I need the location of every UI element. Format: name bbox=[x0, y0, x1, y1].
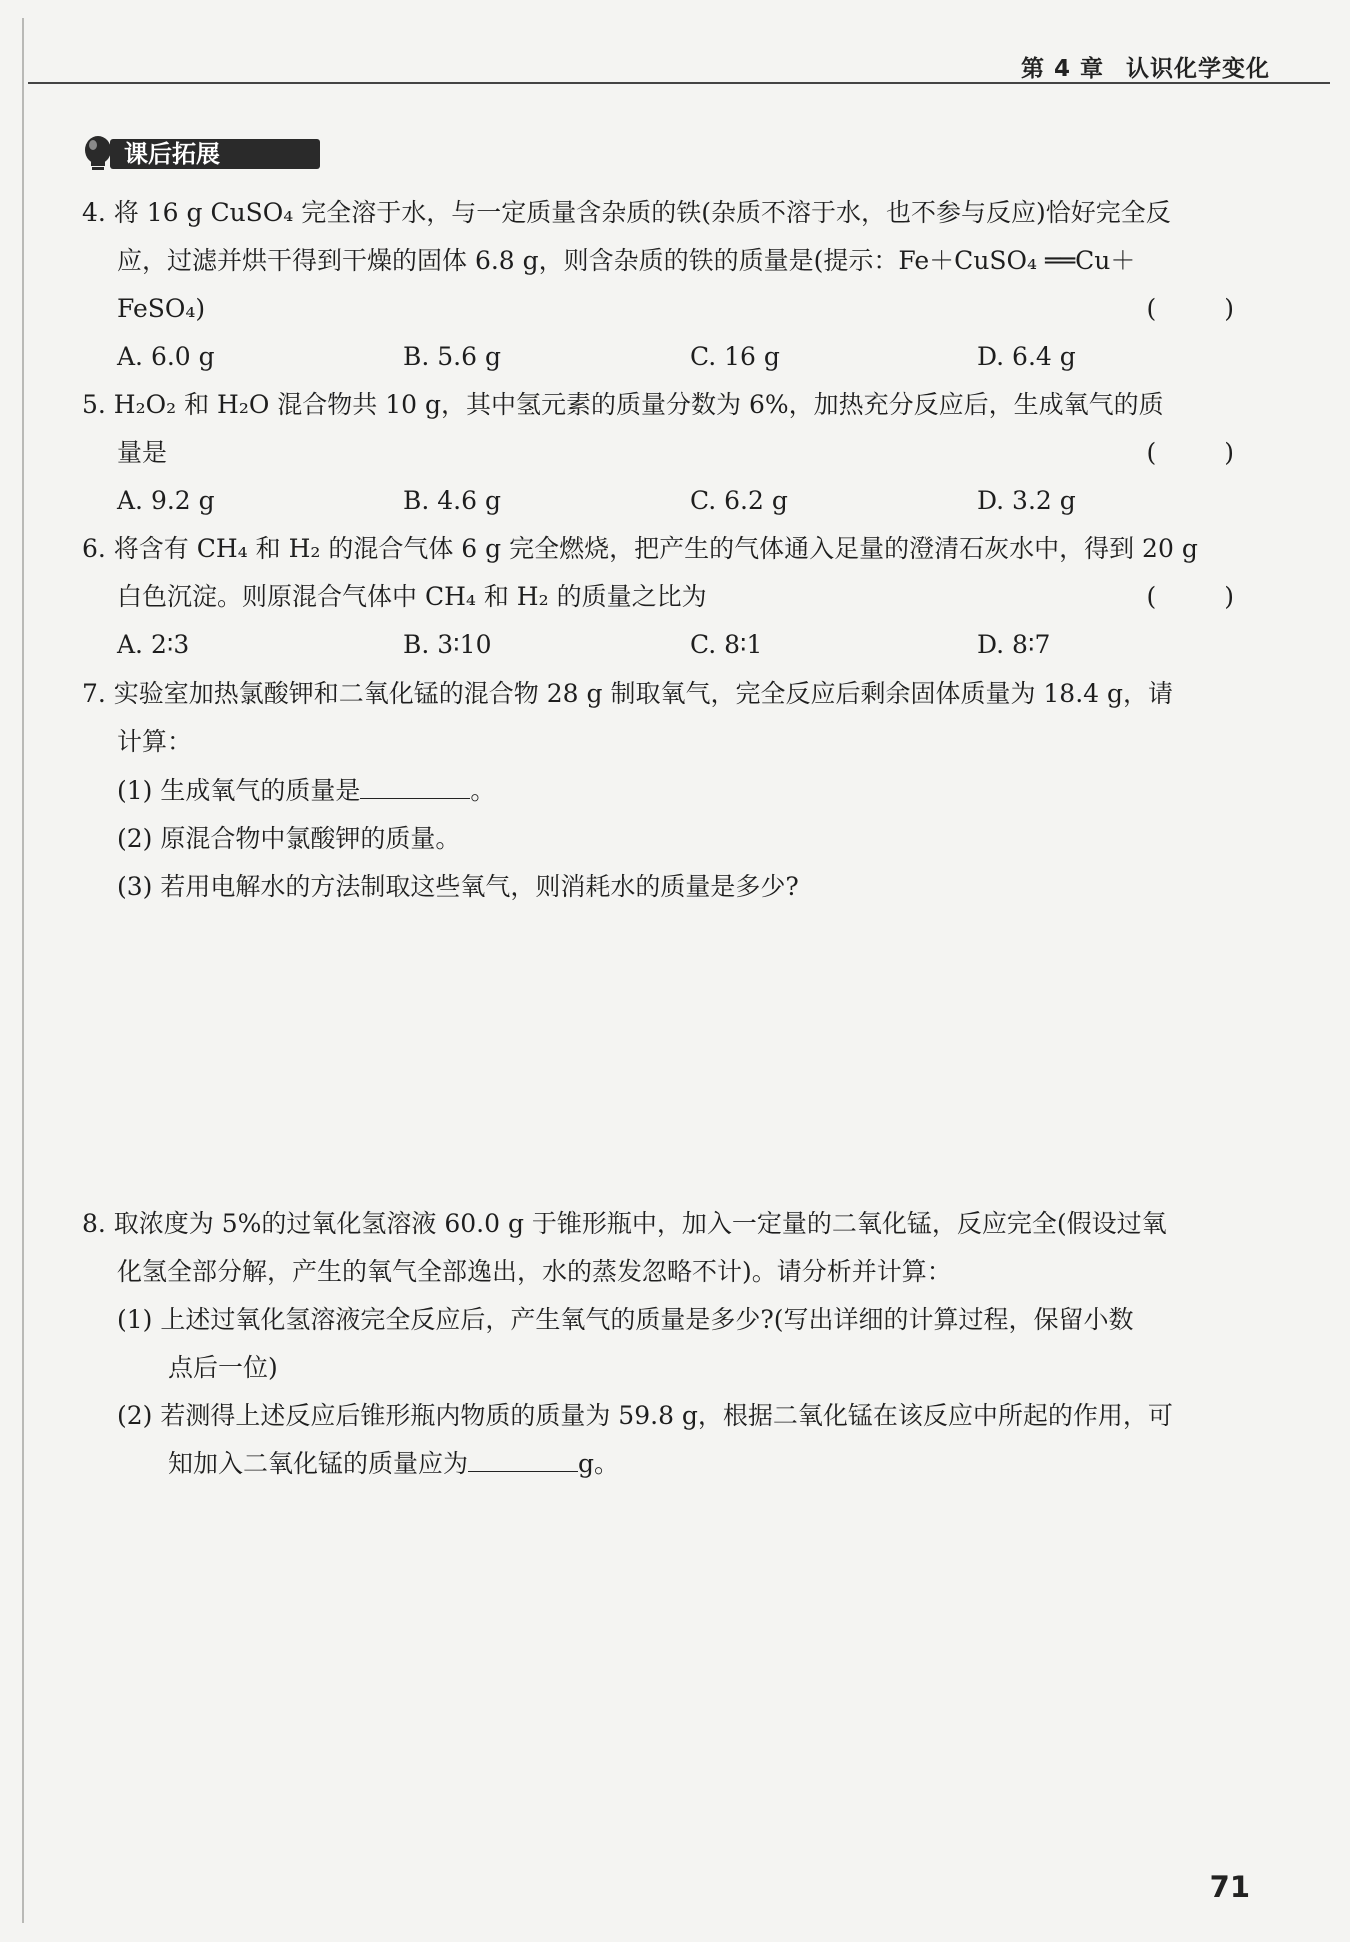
q5-line-2: 量是 bbox=[117, 438, 168, 467]
q6-line-2: 白色沉淀。则原混合气体中 CH₄ 和 H₂ 的质量之比为 bbox=[117, 582, 707, 611]
q6-option-b: B. 3∶10 bbox=[403, 630, 492, 659]
q6-option-c: C. 8∶1 bbox=[690, 630, 763, 659]
chapter-topic: 认识化学变化 bbox=[1126, 56, 1270, 82]
q4-option-d: D. 6.4 g bbox=[977, 342, 1076, 371]
q7-sub-3: (3) 若用电解水的方法制取这些氧气，则消耗水的质量是多少? bbox=[117, 872, 799, 901]
q5-option-a: A. 9.2 g bbox=[117, 486, 215, 515]
header-rule bbox=[28, 82, 1330, 84]
page-edge bbox=[22, 18, 24, 1923]
page-number: 71 bbox=[1209, 1870, 1250, 1904]
q7-sub-1 bbox=[117, 773, 495, 809]
q8-line-2: 化氢全部分解，产生的氧气全部逸出，水的蒸发忽略不计)。请分析并计算： bbox=[117, 1257, 952, 1286]
q6-answer-bracket: ( ) bbox=[1146, 582, 1264, 611]
q6-line-1: 6. 将含有 CH₄ 和 H₂ 的混合气体 6 g 完全燃烧，把产生的气体通入足量的澄清石灰水中，得到 20 g bbox=[82, 534, 1198, 563]
q7-sub-2: (2) 原混合物中氯酸钾的质量。 bbox=[117, 824, 461, 853]
q8-sub-1-line-2: 点后一位) bbox=[168, 1353, 278, 1382]
q8-answer-blank[interactable] bbox=[468, 1449, 578, 1472]
q5-option-d: D. 3.2 g bbox=[977, 486, 1076, 515]
q7-sub-1-end: 。 bbox=[470, 776, 496, 805]
q6-option-a: A. 2∶3 bbox=[117, 630, 190, 659]
q6-option-d: D. 8∶7 bbox=[977, 630, 1051, 659]
running-header bbox=[1021, 50, 1270, 83]
q7-answer-blank[interactable] bbox=[360, 776, 470, 799]
q8-sub-2-text: 知加入二氧化锰的质量应为 bbox=[168, 1449, 469, 1478]
q5-answer-bracket: ( ) bbox=[1146, 438, 1264, 467]
chapter-number: 第 4 章 bbox=[1020, 56, 1104, 82]
q7-sub-1-text: (1) 生成氧气的质量是 bbox=[117, 776, 361, 805]
q4-option-c: C. 16 g bbox=[690, 342, 780, 371]
q7-line-1: 7. 实验室加热氯酸钾和二氧化锰的混合物 28 g 制取氧气，完全反应后剩余固体质量为 18.4 g，请 bbox=[82, 679, 1174, 708]
q4-answer-bracket: ( ) bbox=[1146, 294, 1264, 323]
q4-option-a: A. 6.0 g bbox=[117, 342, 215, 371]
q8-sub-2-unit: g。 bbox=[578, 1449, 620, 1478]
q5-line-1: 5. H₂O₂ 和 H₂O 混合物共 10 g，其中氢元素的质量分数为 6%，加热充分反应后，生成氧气的质 bbox=[82, 390, 1164, 419]
q8-line-1: 8. 取浓度为 5%的过氧化氢溶液 60.0 g 于锥形瓶中，加入一定量的二氧化锰，反应完全(假设过氧 bbox=[82, 1209, 1167, 1238]
q4-line-1: 4. 将 16 g CuSO₄ 完全溶于水，与一定质量含杂质的铁(杂质不溶于水，也不参与反应)恰好完全反 bbox=[82, 198, 1171, 227]
q4-line-3: FeSO₄) bbox=[117, 294, 206, 323]
q8-sub-2-line-2 bbox=[168, 1446, 619, 1482]
q7-line-2: 计算： bbox=[117, 727, 193, 756]
q5-option-c: C. 6.2 g bbox=[690, 486, 788, 515]
q8-sub-2-line-1: (2) 若测得上述反应后锥形瓶内物质的质量为 59.8 g，根据二氧化锰在该反应中所起的作用，可 bbox=[117, 1401, 1173, 1430]
q4-line-2: 应，过滤并烘干得到干燥的固体 6.8 g，则含杂质的铁的质量是(提示：Fe＋CuSO₄ ══Cu＋ bbox=[117, 246, 1136, 275]
section-label: 课后拓展 bbox=[110, 139, 320, 169]
q8-sub-1-line-1: (1) 上述过氧化氢溶液完全反应后，产生氧气的质量是多少?(写出详细的计算过程，保留小数 bbox=[117, 1305, 1134, 1334]
q4-option-b: B. 5.6 g bbox=[403, 342, 501, 371]
q5-option-b: B. 4.6 g bbox=[403, 486, 501, 515]
